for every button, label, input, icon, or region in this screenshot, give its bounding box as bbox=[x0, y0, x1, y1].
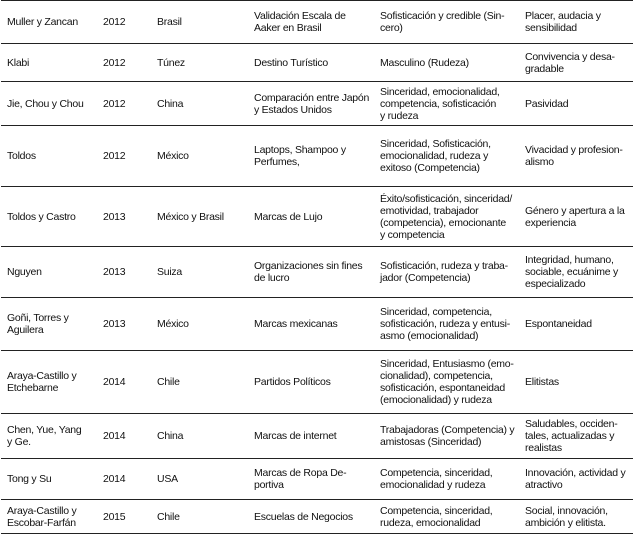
dimensions-cell: Éxito/sofisticación, sinceridad/ emotividad, trabajador (competencia), emocionante y competencia bbox=[374, 187, 519, 247]
dimensions-cell: Sinceridad, Sofisticación, emocionalidad, rudeza y exitoso (Competencia) bbox=[374, 126, 519, 187]
dimensions-cell: Trabajadoras (Competencia) y amistosas (Sinceridad) bbox=[374, 414, 519, 459]
year-cell: 2013 bbox=[97, 247, 151, 298]
year-cell: 2012 bbox=[97, 126, 151, 187]
sample-cell: Destino Turístico bbox=[248, 44, 374, 82]
new-dimensions-cell: Saludables, occiden- tales, actualizadas y realistas bbox=[519, 414, 633, 459]
dimensions-cell: Competencia, sinceridad, emocionalidad y rudeza bbox=[374, 459, 519, 500]
author-cell: Klabi bbox=[1, 44, 97, 82]
new-dimensions-cell: Espontaneidad bbox=[519, 298, 633, 351]
country-cell: Chile bbox=[151, 500, 248, 534]
year-cell: 2014 bbox=[97, 414, 151, 459]
dimensions-cell: Sinceridad, Entusiasmo (emo- cionalidad), competencia, sofisticación, espontaneidad (emocionalidad) y rudeza bbox=[374, 351, 519, 414]
sample-cell: Marcas de internet bbox=[248, 414, 374, 459]
new-dimensions-cell: Elitistas bbox=[519, 351, 633, 414]
table-row bbox=[1, 351, 633, 414]
author-cell: Toldos y Castro bbox=[1, 187, 97, 247]
sample-cell: Organizaciones sin fines de lucro bbox=[248, 247, 374, 298]
table-row bbox=[1, 500, 633, 534]
studies-table bbox=[1, 0, 633, 534]
sample-cell: Marcas de Ropa De- portiva bbox=[248, 459, 374, 500]
dimensions-cell: Sofisticación y credible (Sin- cero) bbox=[374, 1, 519, 44]
new-dimensions-cell: Integridad, humano, sociable, ecuánime y especializado bbox=[519, 247, 633, 298]
new-dimensions-cell: Social, innovación, ambición y elitista. bbox=[519, 500, 633, 534]
author-cell: Araya-Castillo y Escobar-Farfán bbox=[1, 500, 97, 534]
author-cell: Tong y Su bbox=[1, 459, 97, 500]
table-row bbox=[1, 298, 633, 351]
table-row bbox=[1, 187, 633, 247]
year-cell: 2012 bbox=[97, 1, 151, 44]
country-cell: Chile bbox=[151, 351, 248, 414]
author-cell: Chen, Yue, Yang y Ge. bbox=[1, 414, 97, 459]
author-cell: Toldos bbox=[1, 126, 97, 187]
year-cell: 2012 bbox=[97, 82, 151, 126]
table-row bbox=[1, 44, 633, 82]
sample-cell: Marcas mexicanas bbox=[248, 298, 374, 351]
year-cell: 2015 bbox=[97, 500, 151, 534]
table-row bbox=[1, 459, 633, 500]
sample-cell: Escuelas de Negocios bbox=[248, 500, 374, 534]
new-dimensions-cell: Vivacidad y profesion- alismo bbox=[519, 126, 633, 187]
dimensions-cell: Sinceridad, competencia, sofisticación, rudeza y entusi- asmo (emocionalidad) bbox=[374, 298, 519, 351]
country-cell: China bbox=[151, 82, 248, 126]
new-dimensions-cell: Convivencia y desa- gradable bbox=[519, 44, 633, 82]
dimensions-cell: Sofisticación, rudeza y traba- jador (Competencia) bbox=[374, 247, 519, 298]
sample-cell: Laptops, Shampoo y Perfumes, bbox=[248, 126, 374, 187]
dimensions-cell: Competencia, sinceridad, rudeza, emocionalidad bbox=[374, 500, 519, 534]
sample-cell: Comparación entre Japón y Estados Unidos bbox=[248, 82, 374, 126]
country-cell: Brasil bbox=[151, 1, 248, 44]
table-row bbox=[1, 414, 633, 459]
new-dimensions-cell: Innovación, actividad y atractivo bbox=[519, 459, 633, 500]
country-cell: Túnez bbox=[151, 44, 248, 82]
country-cell: Suiza bbox=[151, 247, 248, 298]
year-cell: 2012 bbox=[97, 44, 151, 82]
new-dimensions-cell: Pasividad bbox=[519, 82, 633, 126]
year-cell: 2013 bbox=[97, 298, 151, 351]
table-row bbox=[1, 126, 633, 187]
author-cell: Jie, Chou y Chou bbox=[1, 82, 97, 126]
country-cell: México y Brasil bbox=[151, 187, 248, 247]
new-dimensions-cell: Género y apertura a la experiencia bbox=[519, 187, 633, 247]
dimensions-cell: Masculino (Rudeza) bbox=[374, 44, 519, 82]
country-cell: USA bbox=[151, 459, 248, 500]
table-row bbox=[1, 82, 633, 126]
sample-cell: Partidos Políticos bbox=[248, 351, 374, 414]
author-cell: Goñi, Torres y Aguilera bbox=[1, 298, 97, 351]
sample-cell: Marcas de Lujo bbox=[248, 187, 374, 247]
country-cell: China bbox=[151, 414, 248, 459]
author-cell: Muller y Zancan bbox=[1, 1, 97, 44]
table-row bbox=[1, 1, 633, 44]
year-cell: 2013 bbox=[97, 187, 151, 247]
year-cell: 2014 bbox=[97, 351, 151, 414]
country-cell: México bbox=[151, 298, 248, 351]
sample-cell: Validación Escala de Aaker en Brasil bbox=[248, 1, 374, 44]
new-dimensions-cell: Placer, audacia y sensibilidad bbox=[519, 1, 633, 44]
country-cell: México bbox=[151, 126, 248, 187]
table-row bbox=[1, 247, 633, 298]
year-cell: 2014 bbox=[97, 459, 151, 500]
author-cell: Araya-Castillo y Etchebarne bbox=[1, 351, 97, 414]
dimensions-cell: Sinceridad, emocionalidad, competencia, sofisticación y rudeza bbox=[374, 82, 519, 126]
author-cell: Nguyen bbox=[1, 247, 97, 298]
